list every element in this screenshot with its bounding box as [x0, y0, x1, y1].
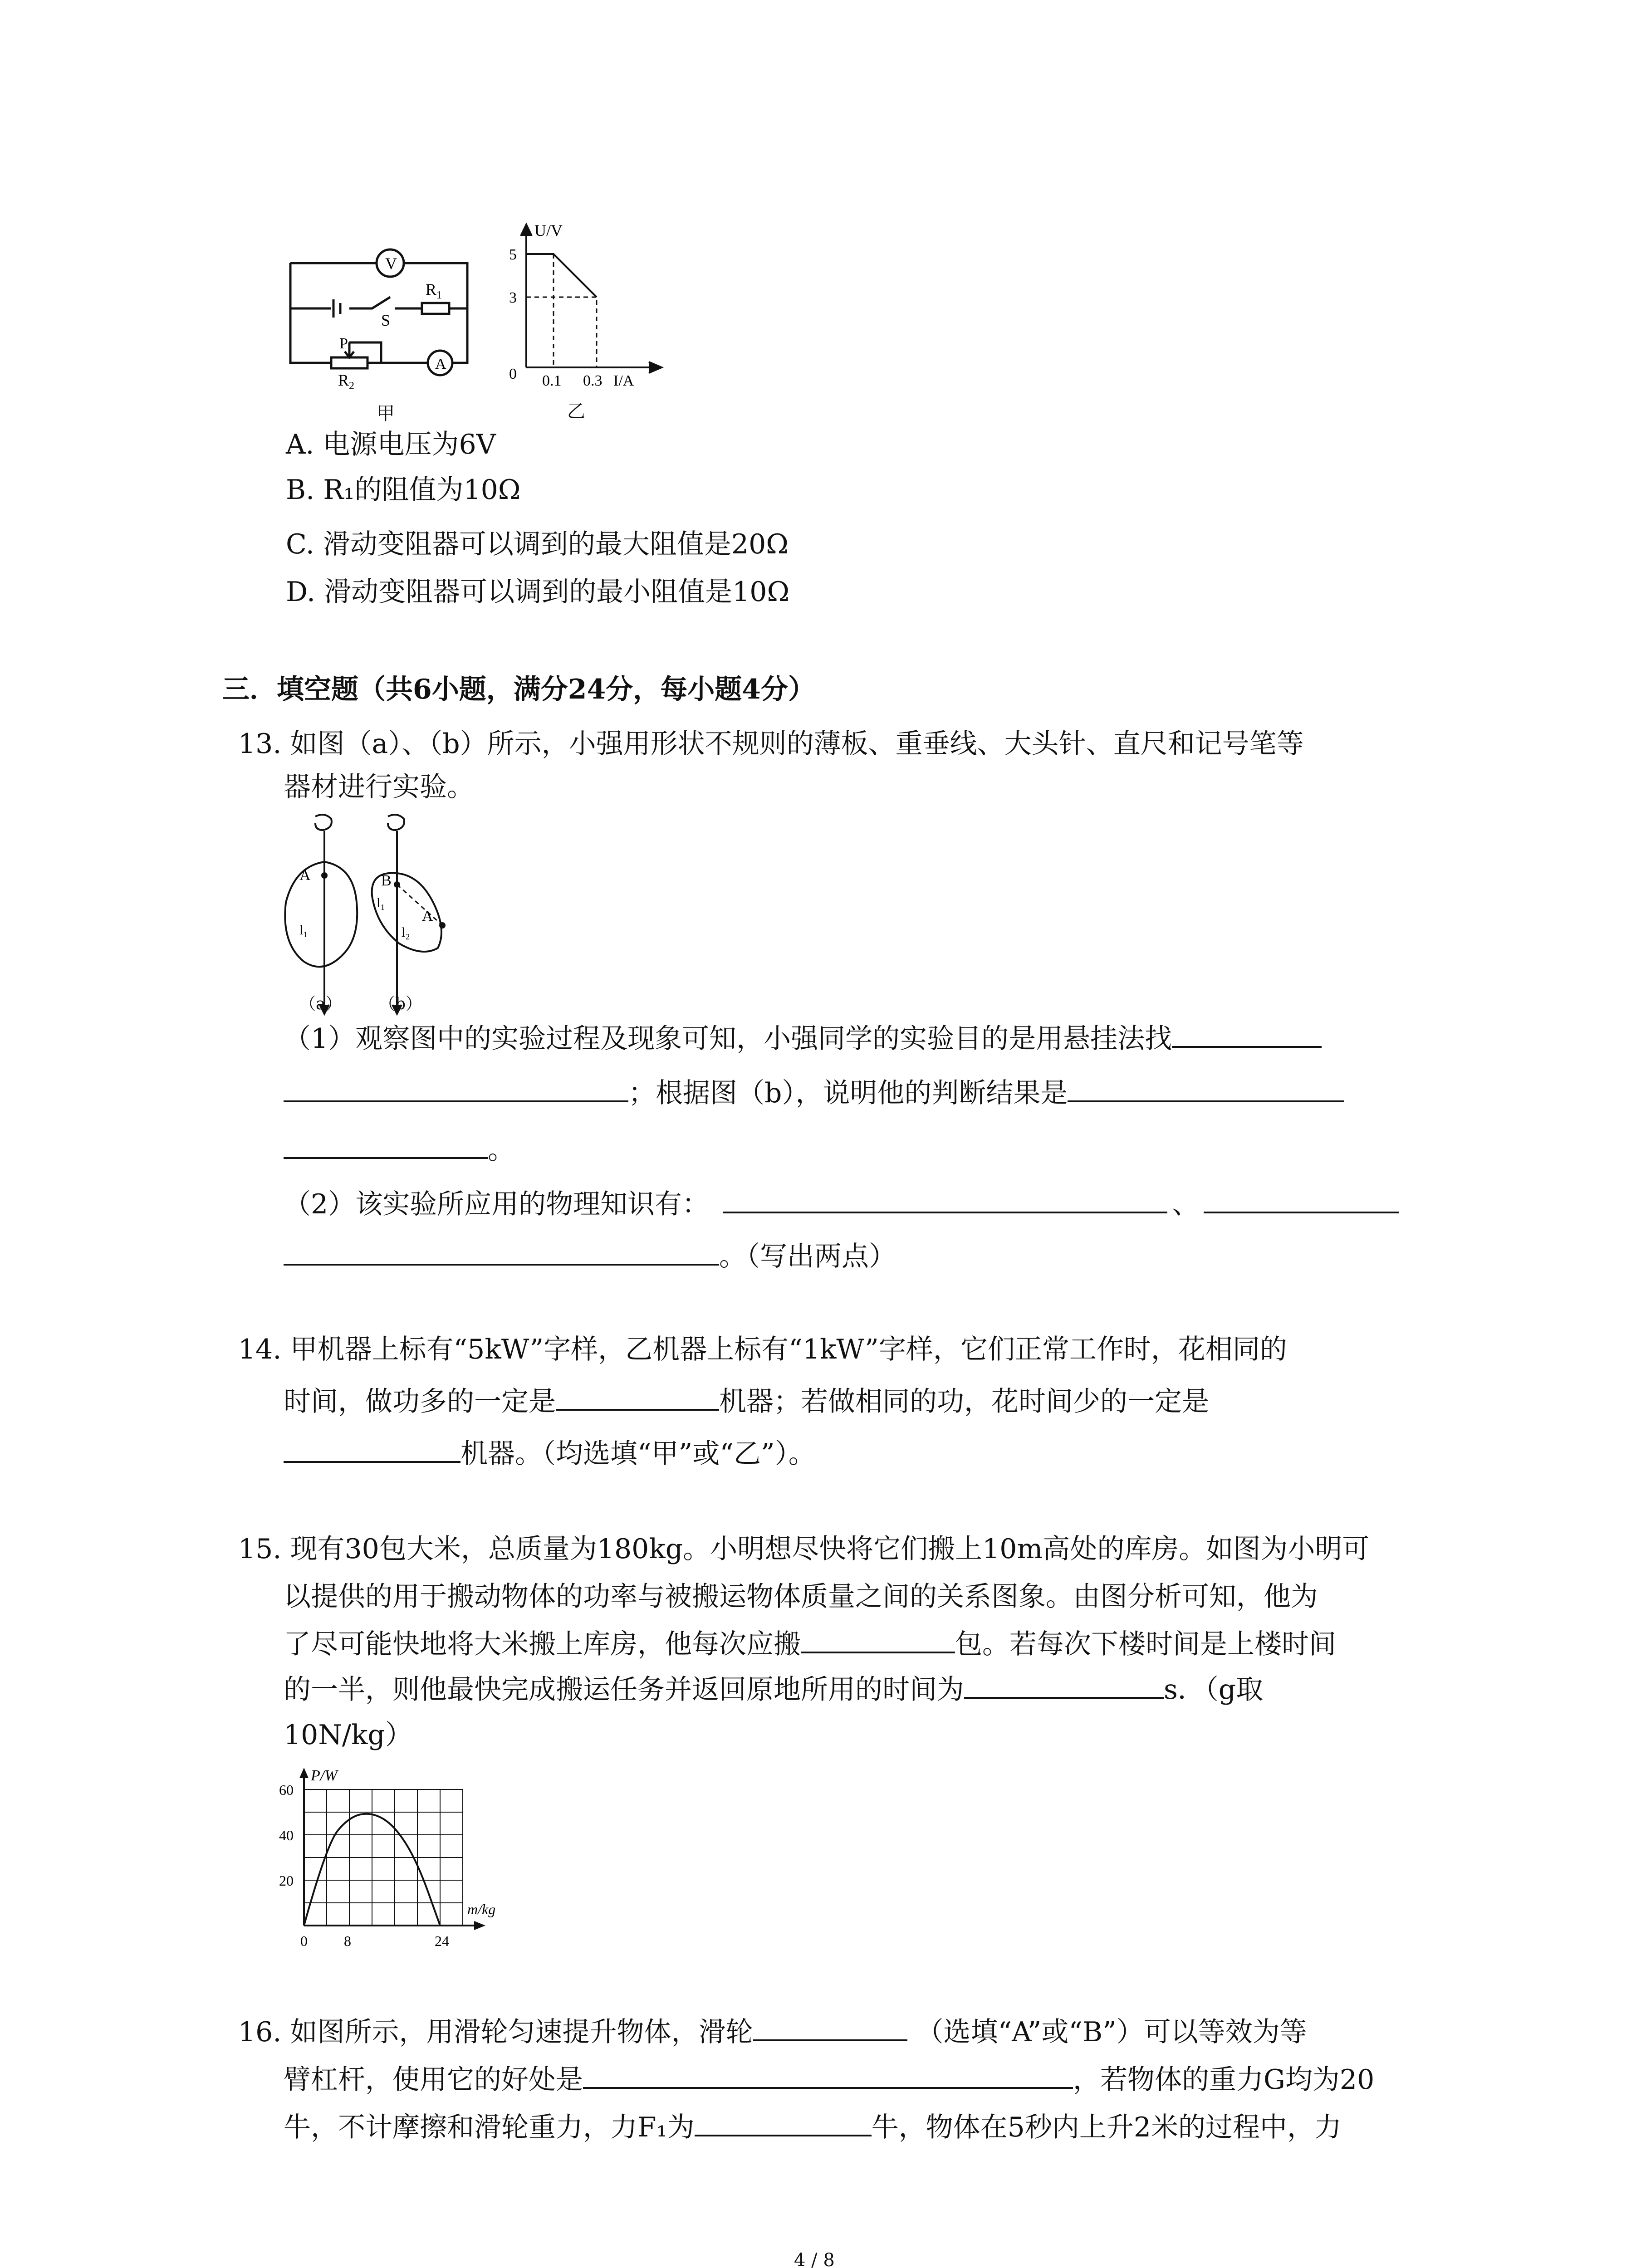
svg-text:S: S: [381, 311, 391, 329]
answer-blank-10[interactable]: [801, 1626, 955, 1653]
q15-line3: 了尽可能快地将大米搬上库房，他每次应搬 包。若每次下楼时间是上楼时间: [284, 1626, 1336, 1662]
answer-blank-1[interactable]: [1172, 1021, 1322, 1048]
fig-jia-caption: 甲: [377, 403, 395, 424]
q14-line3: 机器。（均选填“甲”或“乙”）。: [284, 1436, 816, 1472]
x-axis-label: m/kg: [467, 1901, 496, 1917]
q14-line2: 时间，做功多的一定是 机器；若做相同的功，花时间少的一定是: [284, 1383, 1209, 1420]
q13-sub2-line2: 。（写出两点）: [284, 1238, 896, 1275]
plate-experiment-figure: [272, 812, 508, 1016]
answer-blank-3[interactable]: [1068, 1075, 1344, 1102]
q13-line2: 器材进行实验。: [284, 771, 474, 803]
answer-blank-14[interactable]: [695, 2109, 872, 2136]
svg-text:A: A: [422, 908, 433, 924]
answer-blank-13[interactable]: [583, 2062, 1073, 2089]
q15-line5: 10N/kg）: [284, 1719, 412, 1751]
svg-text:P: P: [339, 335, 348, 352]
q14-line1: 14. 甲机器上标有“5kW”字样，乙机器上标有“1kW”字样，它们正常工作时，花相同的: [238, 1334, 1287, 1365]
q13-sub1-line3: 。: [284, 1132, 515, 1168]
q13-sub1-line1: （1）观察图中的实验过程及现象可知，小强同学的实验目的是用悬挂法找: [284, 1021, 1322, 1057]
answer-blank-6[interactable]: [1204, 1186, 1399, 1213]
svg-text:0.1: 0.1: [542, 372, 562, 389]
svg-text:5: 5: [509, 246, 517, 263]
svg-text:R2: $R_2$: [338, 371, 355, 392]
x-tick-label: 8: [344, 1933, 351, 1949]
answer-blank-9[interactable]: [284, 1436, 460, 1463]
svg-text:3: 3: [509, 289, 517, 306]
x-tick-label: 24: [435, 1933, 449, 1949]
svg-text:R1: $R_1$: [426, 280, 442, 301]
power-mass-chart: [272, 1765, 508, 1955]
q16-line3: 牛，不计摩擦和滑轮重力，力F₁为 牛，物体在5秒内上升2米的过程中，力: [284, 2109, 1342, 2146]
option-c: C. 滑动变阻器可以调到的最大阻值是20Ω: [286, 528, 789, 560]
svg-text:l₁: l₁: [299, 923, 308, 938]
q16-line2: 臂杠杆，使用它的好处是 ，若物体的重力G均为20: [284, 2062, 1374, 2098]
svg-text:0.3: 0.3: [583, 372, 603, 389]
q13-sub2-line1: （2）该实验所应用的物理知识有： 、: [284, 1186, 1399, 1222]
svg-text:B: B: [381, 872, 392, 889]
svg-text:V: V: [385, 254, 397, 273]
q15-line4: 的一半，则他最快完成搬运任务并返回原地所用的时间为 s．（g取: [284, 1672, 1263, 1708]
y-tick-label: 40: [279, 1827, 294, 1843]
fig-b-caption: （b）: [379, 995, 422, 1013]
q15-line1: 15. 现有30包大米，总质量为180kg。小明想尽快将它们搬上10m高处的库房。如图为小明可: [238, 1533, 1370, 1565]
answer-blank-4[interactable]: [284, 1132, 488, 1159]
q13-sub1-line2: ；根据图（b），说明他的判断结果是: [284, 1075, 1344, 1111]
y-axis-label: P/W: [311, 1767, 338, 1784]
option-d: D. 滑动变阻器可以调到的最小阻值是10Ω: [286, 576, 790, 608]
svg-text:U/V: U/V: [534, 221, 563, 240]
option-a: A. 电源电压为6V: [286, 429, 496, 460]
q16-line1: 16. 如图所示，用滑轮匀速提升物体，滑轮 （选填“A”或“B”）可以等效为等: [238, 2014, 1307, 2050]
x-axis-arrow: [474, 1921, 485, 1930]
answer-blank-12[interactable]: [753, 2014, 907, 2041]
circuit-diagram-jia: [272, 227, 499, 399]
svg-text:l₁: l₁: [377, 895, 385, 910]
option-b: B. R₁的阻值为10Ω: [286, 474, 521, 506]
section-heading: 三．填空题（共6小题，满分24分，每小题4分）: [222, 674, 815, 705]
answer-blank-5[interactable]: [723, 1186, 1167, 1213]
answer-blank-8[interactable]: [556, 1383, 719, 1411]
svg-text:l₂: l₂: [402, 925, 410, 940]
q13-line1: 13. 如图（a）、（b）所示，小强用形状不规则的薄板、重垂线、大头针、直尺和记号笔等: [238, 728, 1304, 760]
fig-a-caption: （a）: [299, 995, 342, 1013]
svg-text:0: 0: [509, 366, 517, 382]
svg-text:A: A: [299, 867, 311, 884]
answer-blank-11[interactable]: [964, 1672, 1164, 1699]
svg-text:I/A: I/A: [613, 372, 634, 389]
x-tick-label: 0: [300, 1933, 308, 1949]
answer-blank-7[interactable]: [284, 1238, 719, 1266]
y-tick-label: 60: [279, 1782, 294, 1798]
q15-line2: 以提供的用于搬动物体的功率与被搬运物体质量之间的关系图象。由图分析可知，他为: [284, 1581, 1318, 1613]
page-number: 4 / 8: [794, 2250, 835, 2268]
fig-yi-caption: 乙: [567, 401, 585, 422]
y-axis-arrow: [299, 1768, 309, 1778]
y-tick-label: 20: [279, 1872, 294, 1889]
svg-text:A: A: [435, 356, 446, 372]
answer-blank-2[interactable]: [284, 1075, 628, 1102]
uv-graph-yi: [499, 213, 671, 395]
